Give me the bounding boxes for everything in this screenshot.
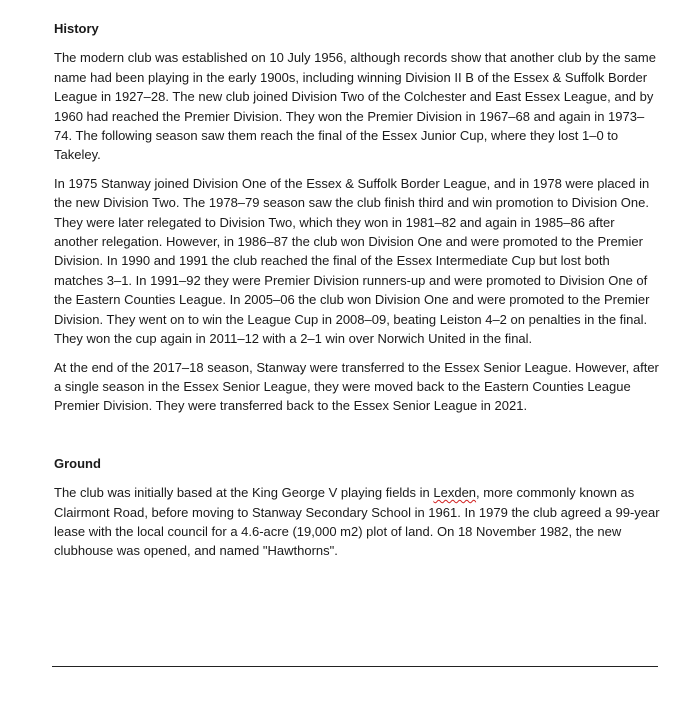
spellcheck-flagged-word[interactable]: Lexden [433,485,477,501]
history-heading: History [54,21,99,36]
ground-text-before: The club was initially based at the King George V playing fields in [54,485,434,501]
ground-heading: Ground [54,455,101,471]
footer-divider-line [52,666,658,667]
ground-text-after: , more commonly known as Clairmont Road, before moving to Stanway Secondary School in 1961. In 1979 the club agreed a 99-year lease with the local council for a 4.6-acre (19,000 m2) plot of land. On 18 November 1982, the new clubhouse was opened, and named "Hawthorns". [54,485,660,559]
history-paragraph-1[interactable]: The modern club was established on 10 July 1956, although records show that another club by the same name had been playing in the early 1900s, including winning Division II B of the Essex & Suffolk Border League in 1927–28. The new club joined Division Two of the Colchester and East Essex League, and by 1960 had reached the Premier Division. They won the Premier Division in 1967–68 and again in 1973–74. The following season saw them reach the final of the Essex Junior Cup, where they lost 1–0 to Takeley. [54,50,656,163]
ground-paragraph[interactable] [54,483,660,561]
history-paragraph-3[interactable]: At the end of the 2017–18 season, Stanway were transferred to the Essex Senior League. However, after a single season in the Essex Senior League, they were moved back to the Eastern Counties League Premier Division. They were transferred back to the Essex Senior League in 2021. [54,359,659,414]
history-paragraph-2[interactable]: In 1975 Stanway joined Division One of the Essex & Suffolk Border League, and in 1978 were placed in the new Division Two. The 1978–79 season saw the club finish third and win promotion to Division One. They were later relegated to Division Two, which they won in 1981–82 and again in 1985–86 after another relegation. However, in 1986–87 the club won Division One and were promoted to the Premier Division. In 1990 and 1991 the club reached the final of the Essex Intermediate Cup but lost both matches 3–1. In 1991–92 they were Premier Division runners-up and were promoted to Division One of the Eastern Counties League. In 2005–06 the club won Division One and were promoted to the Premier Division. They went on to win the League Cup in 2008–09, beating Leiston 4–2 on penalties in the final. They won the cup again in 2011–12 with a 2–1 win over Norwich United in the final. [54,175,650,347]
document-page [54,0,660,561]
